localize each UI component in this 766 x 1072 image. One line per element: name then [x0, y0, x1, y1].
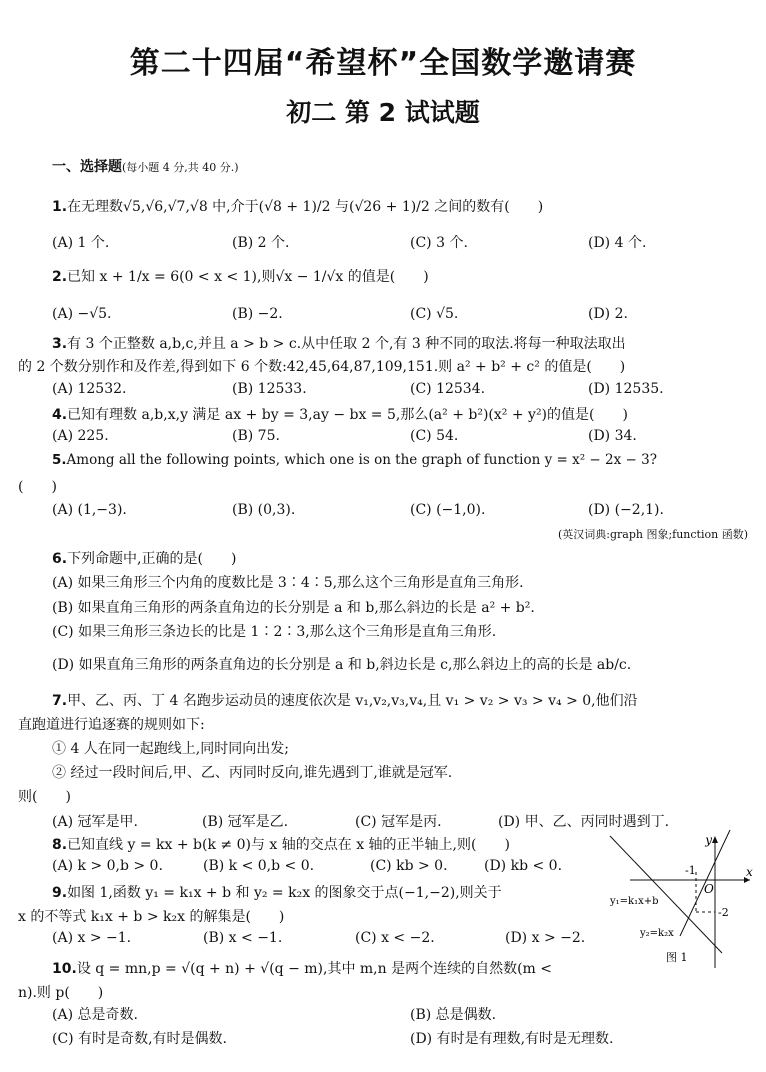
y1-label: y₁=k₁x+b	[610, 896, 659, 907]
question-number: 9.	[52, 885, 68, 901]
option-c: (C) 冠军是丙.	[355, 814, 442, 830]
tick-y-label: -2	[718, 906, 729, 919]
option-d: (D) x > −2.	[505, 930, 586, 946]
option-a: (A) k > 0,b > 0.	[52, 858, 163, 874]
question-text: 直跑道进行追逐赛的规则如下:	[18, 717, 205, 733]
option-a: (A) x > −1.	[52, 930, 132, 946]
question-text: x 的不等式 k₁x + b > k₂x 的解集是( )	[18, 909, 285, 925]
question-10-stem	[52, 958, 552, 978]
y-axis-label: y	[705, 833, 712, 847]
option-a: (A) 冠军是甲.	[52, 814, 138, 830]
option-d: (D) 甲、乙、丙同时遇到丁.	[498, 814, 670, 830]
question-text: ( )	[18, 479, 57, 495]
origin-label: O	[704, 882, 714, 896]
question-text: 则( )	[18, 789, 71, 805]
figure-1	[600, 828, 760, 973]
question-number: 3.	[52, 336, 68, 352]
question-text: 下列命题中,正确的是( )	[67, 551, 237, 567]
tick-x-label: -1	[685, 864, 696, 877]
option-b: (B) 总是偶数.	[410, 1007, 497, 1023]
question-4-stem	[52, 404, 628, 424]
option-d: (D) (−2,1).	[588, 502, 664, 518]
option-a: (A) (1,−3).	[52, 502, 127, 518]
option-c: (C) 有时是奇数,有时是偶数.	[52, 1031, 227, 1047]
option-b: (B) 冠军是乙.	[202, 814, 289, 830]
page-title: 第二十四届“希望杯”全国数学邀请赛	[129, 46, 637, 81]
question-7-stem	[52, 690, 638, 710]
question-text: 已知 x + 1/x = 6(0 < x < 1),则√x − 1/√x 的值是( )	[67, 269, 429, 285]
question-number: 8.	[52, 837, 68, 853]
option-b: (B) 12533.	[232, 381, 307, 397]
question-2-stem	[52, 266, 429, 286]
question-number: 10.	[52, 961, 77, 977]
option-b: (B) (0,3).	[232, 502, 296, 518]
option-d: (D) 有时是有理数,有时是无理数.	[410, 1031, 614, 1047]
option-d: (D) 4 个.	[588, 235, 647, 251]
option-a: (A) −√5.	[52, 306, 112, 322]
question-6-stem	[52, 548, 236, 568]
section-heading	[52, 156, 239, 176]
option-b: (B) −2.	[232, 306, 283, 322]
option-d: (D) 12535.	[588, 381, 664, 397]
option-d: (D) kb < 0.	[484, 858, 563, 874]
option-d: (D) 34.	[588, 428, 637, 444]
question-text: 已知有理数 a,b,x,y 满足 ax + by = 3,ay − bx = 5,那么(a² + b²)(x² + y²)的值是( )	[67, 407, 628, 423]
question-1-stem	[52, 196, 543, 216]
option-c: (C) kb > 0.	[370, 858, 448, 874]
rule-1: ① 4 人在同一起跑线上,同时同向出发;	[52, 741, 289, 757]
option-b: (B) 75.	[232, 428, 280, 444]
question-text: 有 3 个正整数 a,b,c,并且 a > b > c.从中任取 2 个,有 3 种不同的取法.将每一种取法取出	[67, 336, 626, 352]
question-number: 2.	[52, 269, 68, 285]
section-note: (每小题 4 分,共 40 分.)	[122, 161, 239, 174]
question-number: 5.	[52, 452, 67, 468]
question-text: 如图 1,函数 y₁ = k₁x + b 和 y₂ = k₂x 的图象交于点(−1,−2),则关于	[67, 885, 502, 901]
figure-caption: 图 1	[666, 951, 688, 964]
option-b: (B) k < 0,b < 0.	[203, 858, 315, 874]
option-c: (C) 3 个.	[410, 235, 468, 251]
option-a: (A) 225.	[52, 428, 109, 444]
option-c: (C) (−1,0).	[410, 502, 486, 518]
section-label: 一、选择题	[52, 159, 122, 175]
question-number: 1.	[52, 199, 68, 215]
question-number: 7.	[52, 693, 68, 709]
option-a: (A) 总是奇数.	[52, 1007, 138, 1023]
y-axis-arrow-icon	[712, 836, 718, 843]
question-5-stem	[52, 452, 657, 468]
question-text: Among all the following points, which one is on the graph of function y = x² − 2x − 3?	[66, 452, 657, 468]
question-text: 在无理数√5,√6,√7,√8 中,介于(√8 + 1)/2 与(√26 + 1)/2 之间的数有( )	[67, 199, 544, 215]
question-number: 6.	[52, 551, 68, 567]
question-text: 甲、乙、丙、丁 4 名跑步运动员的速度依次是 v₁,v₂,v₃,v₄,且 v₁ > v₂ > v₃ > v₄ > 0,他们沿	[67, 693, 638, 709]
option-b: (B) x < −1.	[203, 930, 283, 946]
option-c: (C) 如果三角形三条边长的比是 1∶2∶3,那么这个三角形是直角三角形.	[52, 624, 497, 640]
glossary-note: (英汉词典:graph 图象;function 函数)	[557, 528, 748, 541]
question-text: n).则 p( )	[18, 985, 104, 1001]
option-c: (C) 12534.	[410, 381, 486, 397]
option-d: (D) 如果直角三角形的两条直角边的长分别是 a 和 b,斜边长是 c,那么斜边上的高的长是 ab/c.	[52, 657, 632, 673]
option-c: (C) 54.	[410, 428, 459, 444]
option-a: (A) 12532.	[52, 381, 127, 397]
question-3-stem	[52, 333, 626, 353]
question-text: 设 q = mn,p = √(q + n) + √(q − m),其中 m,n 是两个连续的自然数(m <	[76, 961, 552, 977]
option-a: (A) 1 个.	[52, 235, 110, 251]
question-text: 已知直线 y = kx + b(k ≠ 0)与 x 轴的交点在 x 轴的正半轴上,则( )	[67, 837, 510, 853]
question-text: 的 2 个数分别作和及作差,得到如下 6 个数:42,45,64,87,109,151.则 a² + b² + c² 的值是( )	[18, 359, 626, 375]
rule-2: ② 经过一段时间后,甲、乙、丙同时反向,谁先遇到丁,谁就是冠军.	[52, 765, 453, 781]
option-d: (D) 2.	[588, 306, 628, 322]
option-b: (B) 如果直角三角形的两条直角边的长分别是 a 和 b,那么斜边的长是 a² + b².	[52, 600, 535, 616]
x-axis-label: x	[746, 865, 753, 879]
question-9-stem	[52, 882, 502, 902]
option-b: (B) 2 个.	[232, 235, 290, 251]
option-c: (C) x < −2.	[355, 930, 435, 946]
option-a: (A) 如果三角形三个内角的度数比是 3∶4∶5,那么这个三角形是直角三角形.	[52, 575, 524, 591]
question-8-stem	[52, 834, 510, 854]
y2-label: y₂=k₂x	[640, 928, 674, 939]
question-number: 4.	[52, 407, 68, 423]
option-c: (C) √5.	[410, 306, 459, 322]
page-subtitle: 初二 第 2 试试题	[286, 98, 480, 127]
